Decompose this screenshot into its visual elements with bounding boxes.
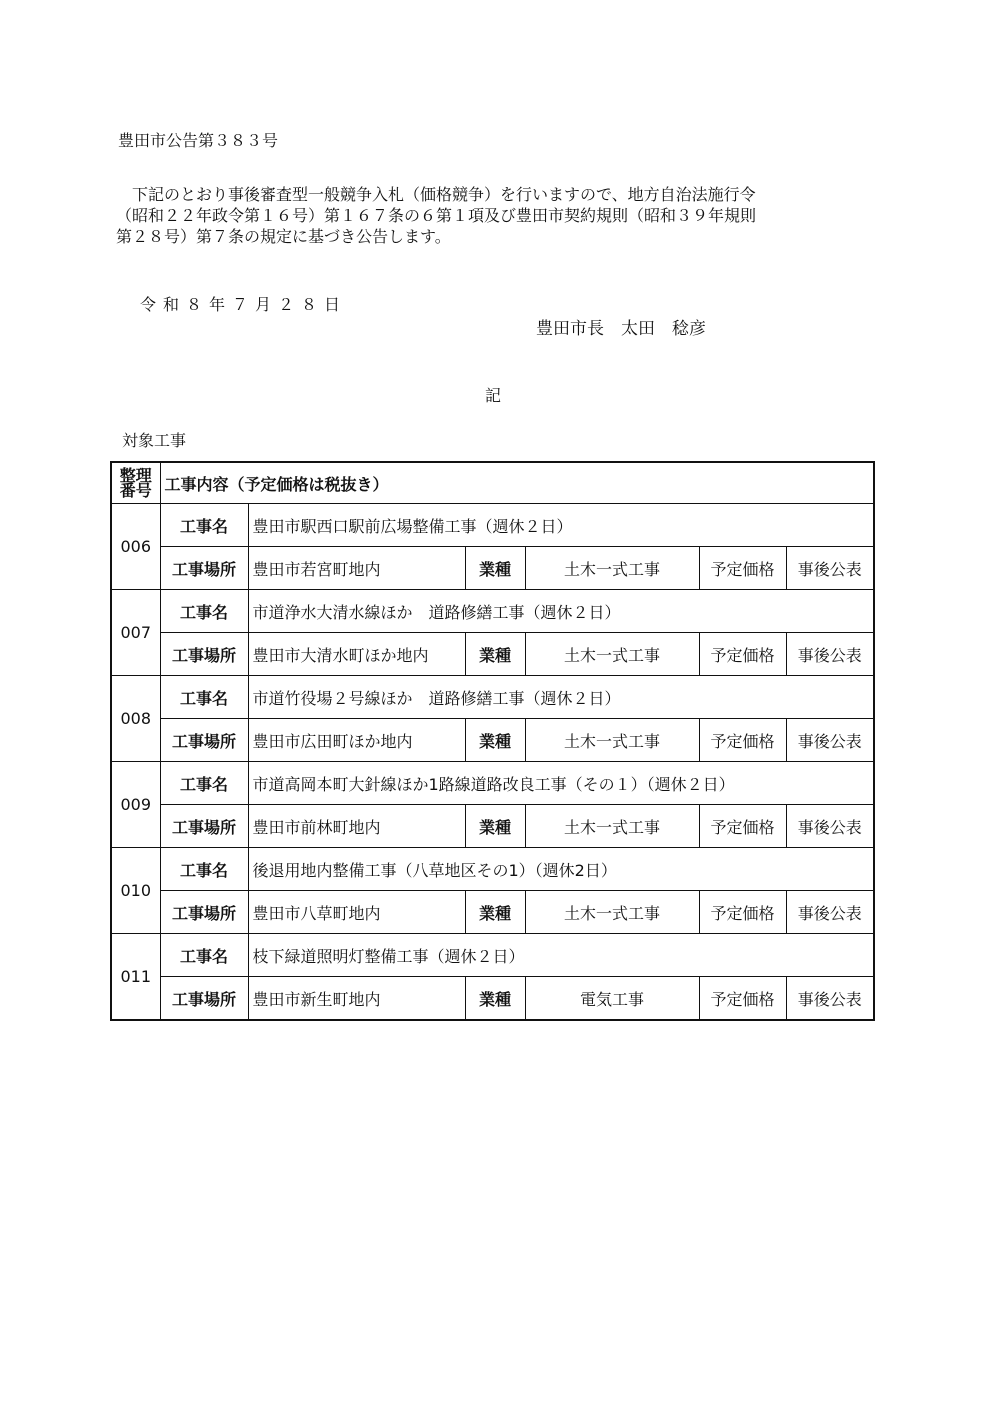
estimated-price: 事後公表 [786,805,874,848]
work-name: 後退用地内整備工事（八草地区その1）（週休2日） [248,848,874,891]
work-name-row [111,762,874,805]
label-work-place: 工事場所 [160,805,248,848]
table-header-row [111,462,874,504]
label-work-type: 業種 [465,633,525,676]
subject-heading: 対象工事 [122,431,187,450]
work-name: 市道高岡本町大針線ほか1路線道路改良工事（その１）（週休２日） [248,762,874,805]
label-estimated-price: 予定価格 [699,547,786,590]
work-place: 豊田市新生町地内 [248,977,465,1021]
label-estimated-price: 予定価格 [699,891,786,934]
work-name-row [111,590,874,633]
estimated-price: 事後公表 [786,633,874,676]
estimated-price: 事後公表 [786,719,874,762]
notice-date: 令和８年７月２８日 [140,295,348,314]
work-place-row [111,977,874,1021]
label-work-name: 工事名 [160,504,248,547]
label-work-type: 業種 [465,805,525,848]
work-name: 市道竹役場２号線ほか 道路修繕工事（週休２日） [248,676,874,719]
work-place: 豊田市大清水町ほか地内 [248,633,465,676]
ki-heading: 記 [485,386,502,405]
work-type: 土木一式工事 [525,891,699,934]
work-place-row [111,719,874,762]
label-estimated-price: 予定価格 [699,633,786,676]
work-place-row [111,805,874,848]
work-place-row [111,891,874,934]
label-work-type: 業種 [465,547,525,590]
body-line: 第２８号）第７条の規定に基づき公告します。 [116,227,451,246]
notice-body [116,184,756,247]
work-name: 市道浄水大清水線ほか 道路修繕工事（週休２日） [248,590,874,633]
estimated-price: 事後公表 [786,891,874,934]
label-work-place: 工事場所 [160,547,248,590]
label-work-place: 工事場所 [160,977,248,1021]
work-name: 枝下緑道照明灯整備工事（週休２日） [248,934,874,977]
label-estimated-price: 予定価格 [699,805,786,848]
work-type: 土木一式工事 [525,633,699,676]
work-name-row [111,934,874,977]
body-line: （昭和２２年政令第１６号）第１６７条の６第１項及び豊田市契約規則（昭和３９年規則 [116,206,757,225]
work-name-row [111,848,874,891]
header-number: 整理 番号 [111,462,160,504]
work-number: 006 [111,504,160,590]
label-work-place: 工事場所 [160,719,248,762]
work-type: 土木一式工事 [525,805,699,848]
work-place: 豊田市若宮町地内 [248,547,465,590]
work-place: 豊田市広田町ほか地内 [248,719,465,762]
body-line: 下記のとおり事後審査型一般競争入札（価格競争）を行いますので、地方自治法施行令 [116,185,756,204]
label-work-place: 工事場所 [160,891,248,934]
work-place: 豊田市八草町地内 [248,891,465,934]
mayor-name: 豊田市長 太田 稔彦 [536,319,706,339]
header-content: 工事内容（予定価格は税抜き） [160,462,874,504]
label-work-place: 工事場所 [160,633,248,676]
work-number: 011 [111,934,160,1021]
label-estimated-price: 予定価格 [699,719,786,762]
estimated-price: 事後公表 [786,547,874,590]
label-work-name: 工事名 [160,762,248,805]
label-work-type: 業種 [465,891,525,934]
work-name: 豊田市駅西口駅前広場整備工事（週休２日） [248,504,874,547]
work-number: 007 [111,590,160,676]
label-work-name: 工事名 [160,590,248,633]
work-type: 土木一式工事 [525,719,699,762]
works-table [110,461,875,1021]
label-work-name: 工事名 [160,934,248,977]
label-work-name: 工事名 [160,676,248,719]
work-type: 電気工事 [525,977,699,1021]
work-name-row [111,504,874,547]
label-work-type: 業種 [465,719,525,762]
notice-number: 豊田市公告第３８３号 [118,131,279,150]
work-number: 010 [111,848,160,934]
label-work-name: 工事名 [160,848,248,891]
work-name-row [111,676,874,719]
work-place-row [111,633,874,676]
label-estimated-price: 予定価格 [699,977,786,1021]
work-place: 豊田市前林町地内 [248,805,465,848]
label-work-type: 業種 [465,977,525,1021]
work-number: 008 [111,676,160,762]
work-number: 009 [111,762,160,848]
work-place-row [111,547,874,590]
work-type: 土木一式工事 [525,547,699,590]
estimated-price: 事後公表 [786,977,874,1021]
